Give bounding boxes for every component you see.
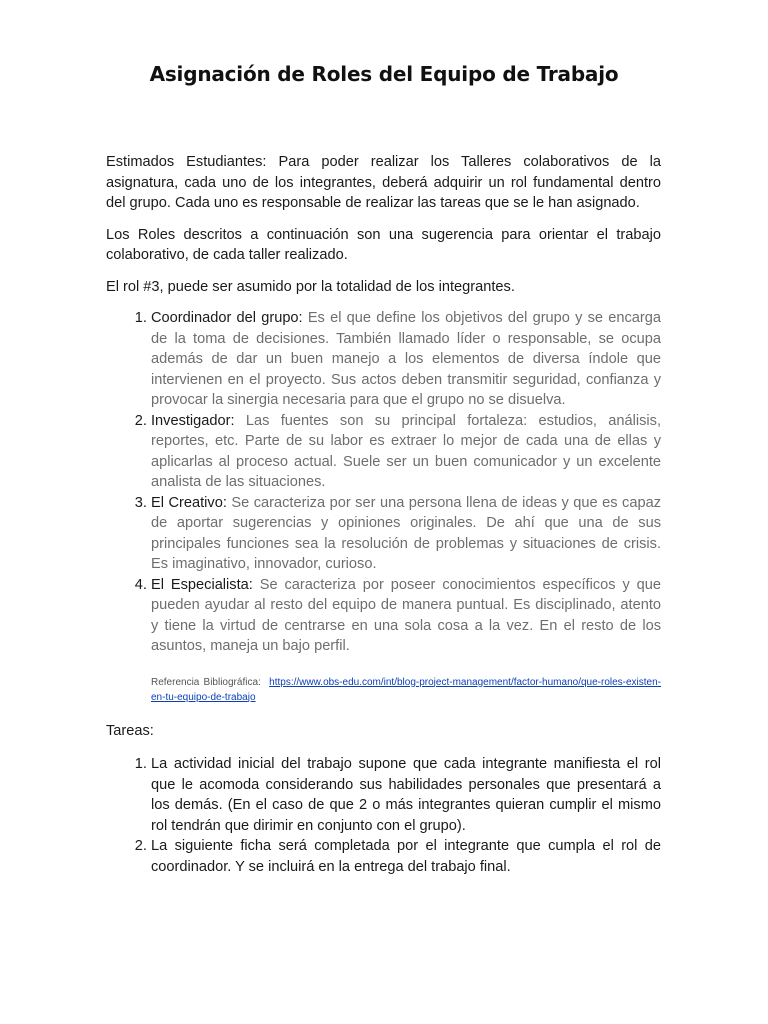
intro-paragraph: Estimados Estudiantes: Para poder realizar los Talleres colaborativos de la asignatura, cada uno de los integrantes, deberá adquirir un rol fundamental dentro del grupo. Cada uno es responsable de realizar las tareas que se le han asignado.	[106, 154, 661, 211]
role-three-note: El rol #3, puede ser asumido por la totalidad de los integrantes.	[106, 278, 515, 295]
page-title: Asignación de Roles del Equipo de Trabajo	[149, 62, 619, 86]
task-item: 1. La actividad inicial del trabajo supone que cada integrante manifiesta el rol que le acomoda considerando sus habilidades personales que presentará a los demás. (En el caso de que 2 o más integrantes quieran cumplir el mismo rol tendrán que dirimir en conjunto con el grupo).	[151, 754, 661, 836]
role-description: Las fuentes son su principal fortaleza: estudios, análisis, reportes, etc. Parte de su labor es extraer lo mejor de cada una de ellas y aplicarlas al proceso actual. Suele ser un buen comunicador y un excelente analista de las situaciones.	[151, 412, 661, 490]
roles-intro-paragraph: Los Roles descritos a continuación son una sugerencia para orientar el trabajo colaborativo, de cada taller realizado.	[106, 226, 661, 263]
reference-link[interactable]: https://www.obs-edu.com/int/blog-project-management/factor-humano/que-roles-existen-en-tu-equipo-de-trabajo	[151, 676, 662, 703]
tasks-heading: Tareas:	[106, 722, 154, 739]
bibliographic-reference	[151, 675, 661, 705]
role-description: Se caracteriza por ser una persona llena de ideas y que es capaz de aportar sugerencias y opiniones originales. De ahí que una de sus principales funciones sea la resolución de problemas y situaciones de crisis. Es imaginativo, innovador, curioso.	[151, 494, 661, 572]
role-item-coordinador	[151, 308, 661, 411]
role-name: El Creativo:	[151, 494, 227, 511]
role-description: Es el que define los objetivos del grupo y se encarga de la toma de decisiones. También llamado líder o responsable, se ocupa además de dar un buen manejo a los elementos de diversa índole que intervienen en el proyecto. Sus actos deben transmitir seguridad, confianza y provocar la sinergia necesaria para que el grupo no se disuelva.	[151, 310, 661, 408]
role-description: Se caracteriza por poseer conocimientos específicos y que pueden ayudar al resto del equipo de manera puntual. Es disciplinado, atento y tiene la virtud de centrarse en una sola cosa a la vez. En el resto de los asuntos, maneja un bajo perfil.	[151, 576, 661, 654]
task-item: 2. La siguiente ficha será completada por el integrante que cumpla el rol de coordinador. Y se incluirá en la entrega del trabajo final.	[151, 836, 661, 877]
role-item-investigador	[151, 411, 661, 493]
role-name: El Especialista:	[151, 576, 253, 593]
reference-label: Referencia Bibliográfica:	[151, 676, 261, 688]
role-item-especialista	[151, 575, 661, 657]
role-name: Investigador:	[151, 412, 235, 429]
tasks-list	[106, 754, 661, 877]
role-name: Coordinador del grupo:	[151, 310, 303, 326]
role-item-creativo	[151, 493, 661, 575]
document-body	[106, 152, 661, 877]
roles-list	[106, 308, 661, 657]
